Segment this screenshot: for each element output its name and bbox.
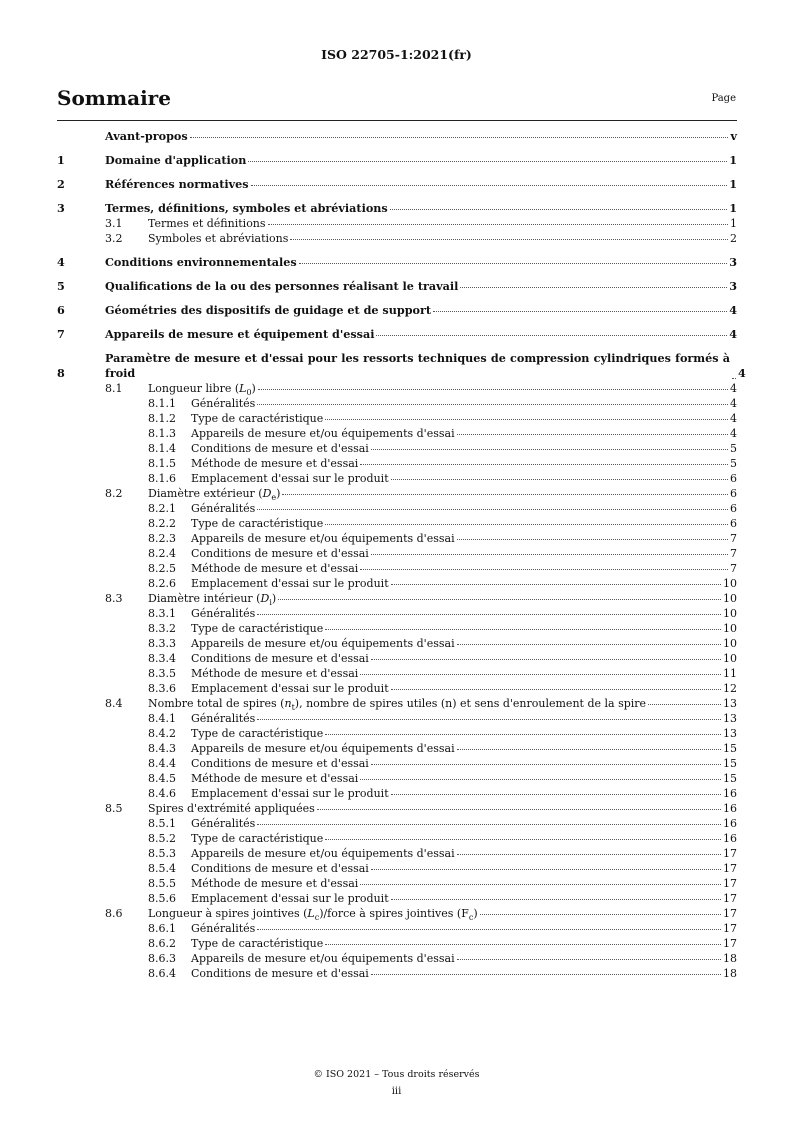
toc-entry-page: 13: [723, 727, 737, 740]
toc-entry-page: 12: [723, 682, 737, 695]
toc-entry[interactable]: [57, 441, 737, 456]
toc-entry-page: 4: [729, 327, 737, 341]
toc-entry-number: 1: [57, 153, 65, 167]
toc-entry-title: Type de caractéristique: [191, 412, 324, 425]
toc-entry[interactable]: [57, 756, 737, 771]
toc-entry-page: 10: [723, 577, 737, 590]
toc-entry-page: 1: [729, 177, 737, 191]
toc-entry-number: 8.6.4: [148, 967, 176, 980]
toc-entry-number: 8.6: [105, 907, 123, 920]
toc-entry-title: Type de caractéristique: [191, 727, 324, 740]
toc-entry-page: 10: [723, 592, 737, 605]
toc-entry[interactable]: [57, 501, 737, 516]
toc-entry-page: 15: [723, 757, 737, 770]
toc-entry-page: 10: [723, 607, 737, 620]
toc-entry-title: Longueur à spires jointives $(L_c)$/force à spires jointives $(F_c)$: [148, 907, 478, 923]
toc-leader-dots: [371, 448, 728, 450]
toc-entry-title: Méthode de mesure et d'essai: [191, 667, 359, 680]
toc-entry-title: Qualifications de la ou des personnes réalisant le travail: [105, 279, 459, 293]
toc-entry-title: Emplacement d'essai sur le produit: [191, 787, 389, 800]
toc-entry-number: 8.4.2: [148, 727, 176, 740]
toc-leader-dots: [360, 463, 728, 465]
toc-leader-dots: [257, 508, 728, 510]
toc-entry[interactable]: [57, 696, 737, 711]
toc-entry[interactable]: [57, 216, 737, 231]
toc-entry[interactable]: [57, 606, 737, 621]
toc-entry-number: 8.3.5: [148, 667, 176, 680]
toc-entry-page: 1: [729, 201, 737, 215]
toc-entry-title: Appareils de mesure et/ou équipements d'essai: [191, 742, 455, 755]
toc-entry-page: 15: [723, 742, 737, 755]
toc-entry-page: 3: [729, 279, 737, 293]
toc-leader-dots: [391, 898, 721, 900]
page-column-label: Page: [711, 93, 736, 104]
toc-entry-number: 8.4.1: [148, 712, 176, 725]
toc-leader-dots: [257, 718, 721, 720]
document-header: ISO 22705-1:2021(fr): [321, 47, 472, 62]
toc-entry[interactable]: [57, 531, 737, 546]
toc-leader-dots: [278, 598, 721, 600]
toc-leader-dots: [251, 184, 728, 186]
toc-entry[interactable]: [57, 396, 737, 411]
toc-entry[interactable]: [57, 801, 737, 816]
toc-entry-number: 3.1: [105, 217, 123, 230]
toc-entry-title: Emplacement d'essai sur le produit: [191, 472, 389, 485]
toc-entry[interactable]: [57, 771, 737, 786]
toc-entry[interactable]: [57, 576, 737, 591]
toc-entry-title: Méthode de mesure et d'essai: [191, 877, 359, 890]
toc-entry[interactable]: [57, 906, 737, 921]
toc-entry-title: Conditions environnementales: [105, 255, 297, 269]
toc-leader-dots: [391, 793, 721, 795]
toc-entry[interactable]: [57, 651, 737, 666]
toc-entry-page: 15: [723, 772, 737, 785]
toc-leader-dots: [325, 523, 728, 525]
toc-entry-page: v: [730, 129, 737, 143]
toc-entry-title: Appareils de mesure et/ou équipements d'essai: [191, 952, 455, 965]
toc-leader-dots: [360, 568, 728, 570]
toc-entry[interactable]: [57, 201, 737, 216]
toc-entry-number: 8.4.4: [148, 757, 176, 770]
toc-entry-page: 17: [723, 862, 737, 875]
toc-entry-number: 8.2.1: [148, 502, 176, 515]
toc-entry-number: 8.2.5: [148, 562, 176, 575]
toc-entry-number: 2: [57, 177, 65, 191]
toc-leader-dots: [457, 643, 721, 645]
toc-leader-dots: [257, 823, 721, 825]
toc-entry-page: 16: [723, 817, 737, 830]
toc-entry-title: Méthode de mesure et d'essai: [191, 772, 359, 785]
toc-leader-dots: [391, 478, 728, 480]
toc-entry-number: 8.3: [105, 592, 123, 605]
toc-entry-title: Appareils de mesure et/ou équipements d'essai: [191, 637, 455, 650]
toc-entry[interactable]: [57, 741, 737, 756]
toc-entry-number: 8.4.3: [148, 742, 176, 755]
toc-entry-page: 5: [730, 457, 737, 470]
toc-entry[interactable]: [57, 279, 737, 294]
toc-entry-page: 3: [729, 255, 737, 269]
toc-leader-dots: [257, 403, 728, 405]
toc-entry[interactable]: [57, 936, 737, 951]
toc-leader-dots: [391, 583, 721, 585]
toc-entry-number: 8.1.1: [148, 397, 176, 410]
toc-leader-dots: [325, 838, 721, 840]
toc-entry-title: Domaine d'application: [105, 153, 247, 167]
toc-leader-dots: [457, 853, 721, 855]
table-of-contents: [57, 129, 746, 981]
toc-entry[interactable]: [57, 786, 737, 801]
toc-entry-title: Conditions de mesure et d'essai: [191, 967, 369, 980]
toc-entry-title: Spires d'extrémité appliquées: [148, 802, 315, 815]
toc-entry-number: 3: [57, 201, 65, 215]
toc-entry-number: 8.4.5: [148, 772, 176, 785]
toc-leader-dots: [317, 808, 721, 810]
toc-entry-number: 5: [57, 279, 65, 293]
toc-entry-title: Longueur libre $(L_0)$: [148, 382, 256, 398]
toc-entry-number: 8.3.1: [148, 607, 176, 620]
toc-leader-dots: [325, 418, 728, 420]
toc-entry-title: Symboles et abréviations: [148, 232, 289, 245]
toc-entry-title: Appareils de mesure et équipement d'essai: [105, 327, 375, 341]
toc-entry[interactable]: [57, 255, 737, 270]
toc-entry-page: 16: [723, 832, 737, 845]
toc-entry-page: 5: [730, 442, 737, 455]
toc-entry-title: Diamètre extérieur $(D_e)$: [148, 487, 281, 503]
toc-entry-title: Généralités: [191, 397, 256, 410]
toc-leader-dots: [290, 238, 728, 240]
toc-leader-dots: [360, 883, 721, 885]
toc-entry-title: Diamètre intérieur $(D_i)$: [148, 592, 277, 608]
toc-entry-title: Conditions de mesure et d'essai: [191, 442, 369, 455]
toc-leader-dots: [325, 628, 721, 630]
toc-leader-dots: [325, 943, 721, 945]
toc-entry-number: 8.5.5: [148, 877, 176, 890]
toc-entry-page: 4: [730, 427, 737, 440]
copyright-footer: © ISO 2021 – Tous droits réservés: [313, 1069, 480, 1080]
toc-entry[interactable]: [57, 921, 737, 936]
toc-entry-page: 17: [723, 922, 737, 935]
toc-entry[interactable]: [57, 231, 737, 246]
toc-entry-page: 7: [730, 532, 737, 545]
toc-entry-page: 4: [730, 382, 737, 395]
toc-entry[interactable]: [57, 951, 737, 966]
toc-entry-title: Emplacement d'essai sur le produit: [191, 577, 389, 590]
page-title: Sommaire: [57, 86, 171, 110]
toc-entry-page: 17: [723, 907, 737, 920]
toc-entry-page: 16: [723, 787, 737, 800]
toc-leader-dots: [371, 868, 721, 870]
toc-entry-title: Appareils de mesure et/ou équipements d'essai: [191, 847, 455, 860]
toc-entry-page: 10: [723, 652, 737, 665]
toc-entry-number: 7: [57, 327, 65, 341]
toc-entry-title: Méthode de mesure et d'essai: [191, 457, 359, 470]
toc-entry-number: 8.4: [105, 697, 123, 710]
toc-entry-number: 8.6.2: [148, 937, 176, 950]
toc-entry-title: Généralités: [191, 817, 256, 830]
toc-entry-number: 4: [57, 255, 65, 269]
toc-entry[interactable]: [57, 153, 737, 168]
toc-entry-title: Appareils de mesure et/ou équipements d'essai: [191, 532, 455, 545]
toc-entry-title: Généralités: [191, 712, 256, 725]
toc-entry-page: 11: [723, 667, 737, 680]
toc-entry-page: 1: [730, 217, 737, 230]
toc-leader-dots: [258, 388, 728, 390]
toc-leader-dots: [371, 658, 721, 660]
toc-entry-number: 8.2.6: [148, 577, 176, 590]
page-number: iii: [391, 1086, 402, 1097]
toc-entry-title: Généralités: [191, 607, 256, 620]
toc-entry-number: 8.5.2: [148, 832, 176, 845]
toc-entry-number: 8.6.1: [148, 922, 176, 935]
toc-entry-title: Avant-propos: [105, 129, 188, 143]
toc-leader-dots: [457, 433, 728, 435]
toc-entry-number: 3.2: [105, 232, 123, 245]
toc-entry-page: 6: [730, 517, 737, 530]
toc-entry-number: 8.2: [105, 487, 123, 500]
toc-leader-dots: [268, 223, 728, 225]
toc-entry-page: 17: [723, 892, 737, 905]
toc-entry-number: 8.3.3: [148, 637, 176, 650]
toc-leader-dots: [376, 334, 727, 336]
toc-entry-page: 6: [730, 472, 737, 485]
toc-entry-title: Type de caractéristique: [191, 622, 324, 635]
toc-entry-number: 8.5.3: [148, 847, 176, 860]
toc-leader-dots: [360, 778, 721, 780]
toc-entry[interactable]: [57, 726, 737, 741]
toc-leader-dots: [480, 913, 721, 915]
toc-entry-number: 8.2.3: [148, 532, 176, 545]
toc-entry-title: Paramètre de mesure et d'essai pour les ressorts techniques de compression cylindriques formés à froid: [105, 351, 730, 380]
toc-leader-dots: [391, 688, 721, 690]
toc-entry-page: 10: [723, 622, 737, 635]
toc-leader-dots: [457, 748, 721, 750]
toc-entry[interactable]: [57, 966, 737, 981]
toc-entry[interactable]: [57, 831, 737, 846]
toc-entry-number: 8.4.6: [148, 787, 176, 800]
toc-entry-page: 6: [730, 487, 737, 500]
toc-entry-number: 8.5.6: [148, 892, 176, 905]
toc-entry[interactable]: [57, 861, 737, 876]
toc-leader-dots: [457, 958, 721, 960]
toc-entry-title: Appareils de mesure et/ou équipements d'essai: [191, 427, 455, 440]
toc-entry-page: 4: [730, 412, 737, 425]
toc-entry-title: Méthode de mesure et d'essai: [191, 562, 359, 575]
toc-entry[interactable]: [57, 516, 737, 531]
toc-entry[interactable]: [57, 177, 737, 192]
toc-entry[interactable]: [57, 711, 737, 726]
toc-entry-number: 8.3.2: [148, 622, 176, 635]
toc-entry-title: Nombre total de spires $(n_t)$, nombre de spires utiles (n) et sens d'enroulement de la spire: [148, 697, 647, 713]
toc-entry-title: Conditions de mesure et d'essai: [191, 757, 369, 770]
toc-entry-number: 8.5: [105, 802, 123, 815]
toc-entry[interactable]: [57, 666, 737, 681]
toc-entry[interactable]: [57, 621, 737, 636]
toc-leader-dots: [282, 493, 728, 495]
toc-leader-dots: [257, 928, 721, 930]
toc-leader-dots: [390, 208, 727, 210]
toc-entry-page: 13: [723, 697, 737, 710]
toc-entry-number: 8.1.5: [148, 457, 176, 470]
toc-entry[interactable]: [57, 471, 737, 486]
toc-entry[interactable]: [57, 381, 737, 396]
toc-entry-number: 8.1.3: [148, 427, 176, 440]
toc-entry-page: 17: [723, 877, 737, 890]
toc-entry-page: 7: [730, 547, 737, 560]
toc-entry-page: 4: [738, 366, 746, 380]
toc-entry-page: 13: [723, 712, 737, 725]
toc-entry-number: 8.2.4: [148, 547, 176, 560]
toc-entry-number: 8.1.4: [148, 442, 176, 455]
toc-entry-page: 4: [729, 303, 737, 317]
toc-entry-number: 8.1.6: [148, 472, 176, 485]
toc-entry-title: Généralités: [191, 922, 256, 935]
toc-entry-page: 1: [729, 153, 737, 167]
toc-entry-page: 6: [730, 502, 737, 515]
toc-entry[interactable]: [57, 129, 737, 144]
toc-leader-dots: [732, 377, 736, 379]
toc-entry[interactable]: [57, 351, 746, 381]
toc-leader-dots: [371, 553, 728, 555]
toc-leader-dots: [648, 703, 721, 705]
toc-entry-page: 2: [730, 232, 737, 245]
toc-leader-dots: [460, 286, 727, 288]
toc-entry-title: Type de caractéristique: [191, 832, 324, 845]
toc-entry-number: 8.6.3: [148, 952, 176, 965]
toc-leader-dots: [257, 613, 721, 615]
toc-entry-number: 8.5.4: [148, 862, 176, 875]
toc-entry-page: 4: [730, 397, 737, 410]
toc-entry[interactable]: [57, 876, 737, 891]
toc-entry-title: Géométries des dispositifs de guidage et de support: [105, 303, 432, 317]
toc-entry-number: 8.1: [105, 382, 123, 395]
toc-entry-number: 8.3.6: [148, 682, 176, 695]
toc-entry-title: Type de caractéristique: [191, 937, 324, 950]
toc-leader-dots: [299, 262, 728, 264]
toc-entry-title: Termes, définitions, symboles et abréviations: [105, 201, 388, 215]
toc-entry[interactable]: [57, 486, 737, 501]
toc-entry-page: 17: [723, 937, 737, 950]
toc-entry-number: 8.1.2: [148, 412, 176, 425]
toc-leader-dots: [360, 673, 721, 675]
toc-entry-title: Conditions de mesure et d'essai: [191, 547, 369, 560]
toc-entry-title: Termes et définitions: [148, 217, 266, 230]
toc-entry-page: 16: [723, 802, 737, 815]
toc-entry[interactable]: [57, 327, 737, 342]
toc-leader-dots: [325, 733, 721, 735]
toc-entry[interactable]: [57, 591, 737, 606]
toc-entry-title: Conditions de mesure et d'essai: [191, 862, 369, 875]
toc-entry[interactable]: [57, 456, 737, 471]
toc-entry-page: 17: [723, 847, 737, 860]
toc-entry-number: 8: [57, 366, 65, 380]
toc-entry[interactable]: [57, 681, 737, 696]
toc-entry-number: 8.3.4: [148, 652, 176, 665]
toc-entry-title: Références normatives: [105, 177, 249, 191]
toc-entry-title: Généralités: [191, 502, 256, 515]
title-rule: [57, 120, 737, 121]
toc-entry[interactable]: [57, 891, 737, 906]
toc-entry-number: 8.5.1: [148, 817, 176, 830]
toc-leader-dots: [190, 136, 729, 138]
toc-entry-number: 6: [57, 303, 65, 317]
toc-leader-dots: [433, 310, 727, 312]
toc-entry[interactable]: [57, 846, 737, 861]
toc-entry-page: 10: [723, 637, 737, 650]
toc-entry[interactable]: [57, 816, 737, 831]
toc-entry-page: 18: [723, 952, 737, 965]
toc-entry-number: 8.2.2: [148, 517, 176, 530]
toc-entry[interactable]: [57, 303, 737, 318]
toc-leader-dots: [457, 538, 728, 540]
toc-entry[interactable]: [57, 411, 737, 426]
toc-leader-dots: [371, 973, 721, 975]
toc-entry[interactable]: [57, 426, 737, 441]
toc-entry-title: Type de caractéristique: [191, 517, 324, 530]
toc-entry-page: 7: [730, 562, 737, 575]
toc-entry[interactable]: [57, 561, 737, 576]
toc-leader-dots: [371, 763, 721, 765]
toc-entry[interactable]: [57, 636, 737, 651]
toc-entry-title: Conditions de mesure et d'essai: [191, 652, 369, 665]
toc-entry[interactable]: [57, 546, 737, 561]
toc-entry-title: Emplacement d'essai sur le produit: [191, 892, 389, 905]
toc-entry-title: Emplacement d'essai sur le produit: [191, 682, 389, 695]
toc-leader-dots: [248, 160, 727, 162]
toc-entry-page: 18: [723, 967, 737, 980]
